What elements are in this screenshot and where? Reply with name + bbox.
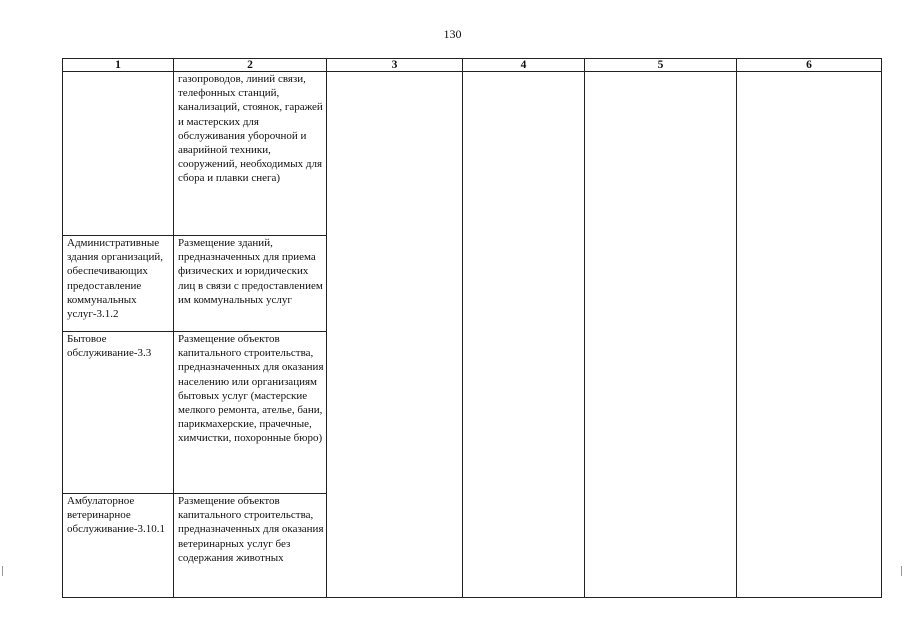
row-description-cell: Размещение объектов капитального строительства, предназначенных для оказания ветеринарных услуг без содержания животных <box>174 494 327 598</box>
left-scan-mark <box>2 566 3 576</box>
header-col-4: 4 <box>463 59 585 72</box>
table-header-row <box>63 59 882 72</box>
row-description-cell: Размещение объектов капитального строительства, предназначенных для оказания населению или организациям бытовых услуг (мастерские мелкого ремонта, ателье, бани, парикмахерские, прачечные, химчистки, похоронные бюро) <box>174 332 327 494</box>
row-name-cell: Бытовое обслуживание-3.3 <box>63 332 174 494</box>
row-description-cell: газопроводов, линий связи, телефонных станций, канализаций, стоянок, гаражей и мастерских для обслуживания уборочной и аварийной техники, сооружений, необходимых для сбора и плавки снега) <box>174 72 327 236</box>
header-col-3: 3 <box>327 59 463 72</box>
row-name-cell: Амбулаторное ветеринарное обслуживание-3.10.1 <box>63 494 174 598</box>
empty-cell-col-3 <box>327 72 463 598</box>
page-number: 130 <box>443 27 462 41</box>
empty-cell-col-5 <box>585 72 737 598</box>
row-name-cell <box>63 72 174 236</box>
header-col-1: 1 <box>63 59 174 72</box>
header-col-2: 2 <box>174 59 327 72</box>
empty-cell-col-6 <box>737 72 882 598</box>
row-name-cell: Административные здания организаций, обеспечивающих предоставление коммунальных услуг-3.1.2 <box>63 236 174 332</box>
row-description-cell: Размещение зданий, предназначенных для приема физических и юридических лиц в связи с предоставлением им коммунальных услуг <box>174 236 327 332</box>
header-col-5: 5 <box>585 59 737 72</box>
empty-cell-col-4 <box>463 72 585 598</box>
land-use-table <box>62 58 882 598</box>
right-scan-mark <box>901 566 902 576</box>
header-col-6: 6 <box>737 59 882 72</box>
table-row <box>63 72 882 236</box>
